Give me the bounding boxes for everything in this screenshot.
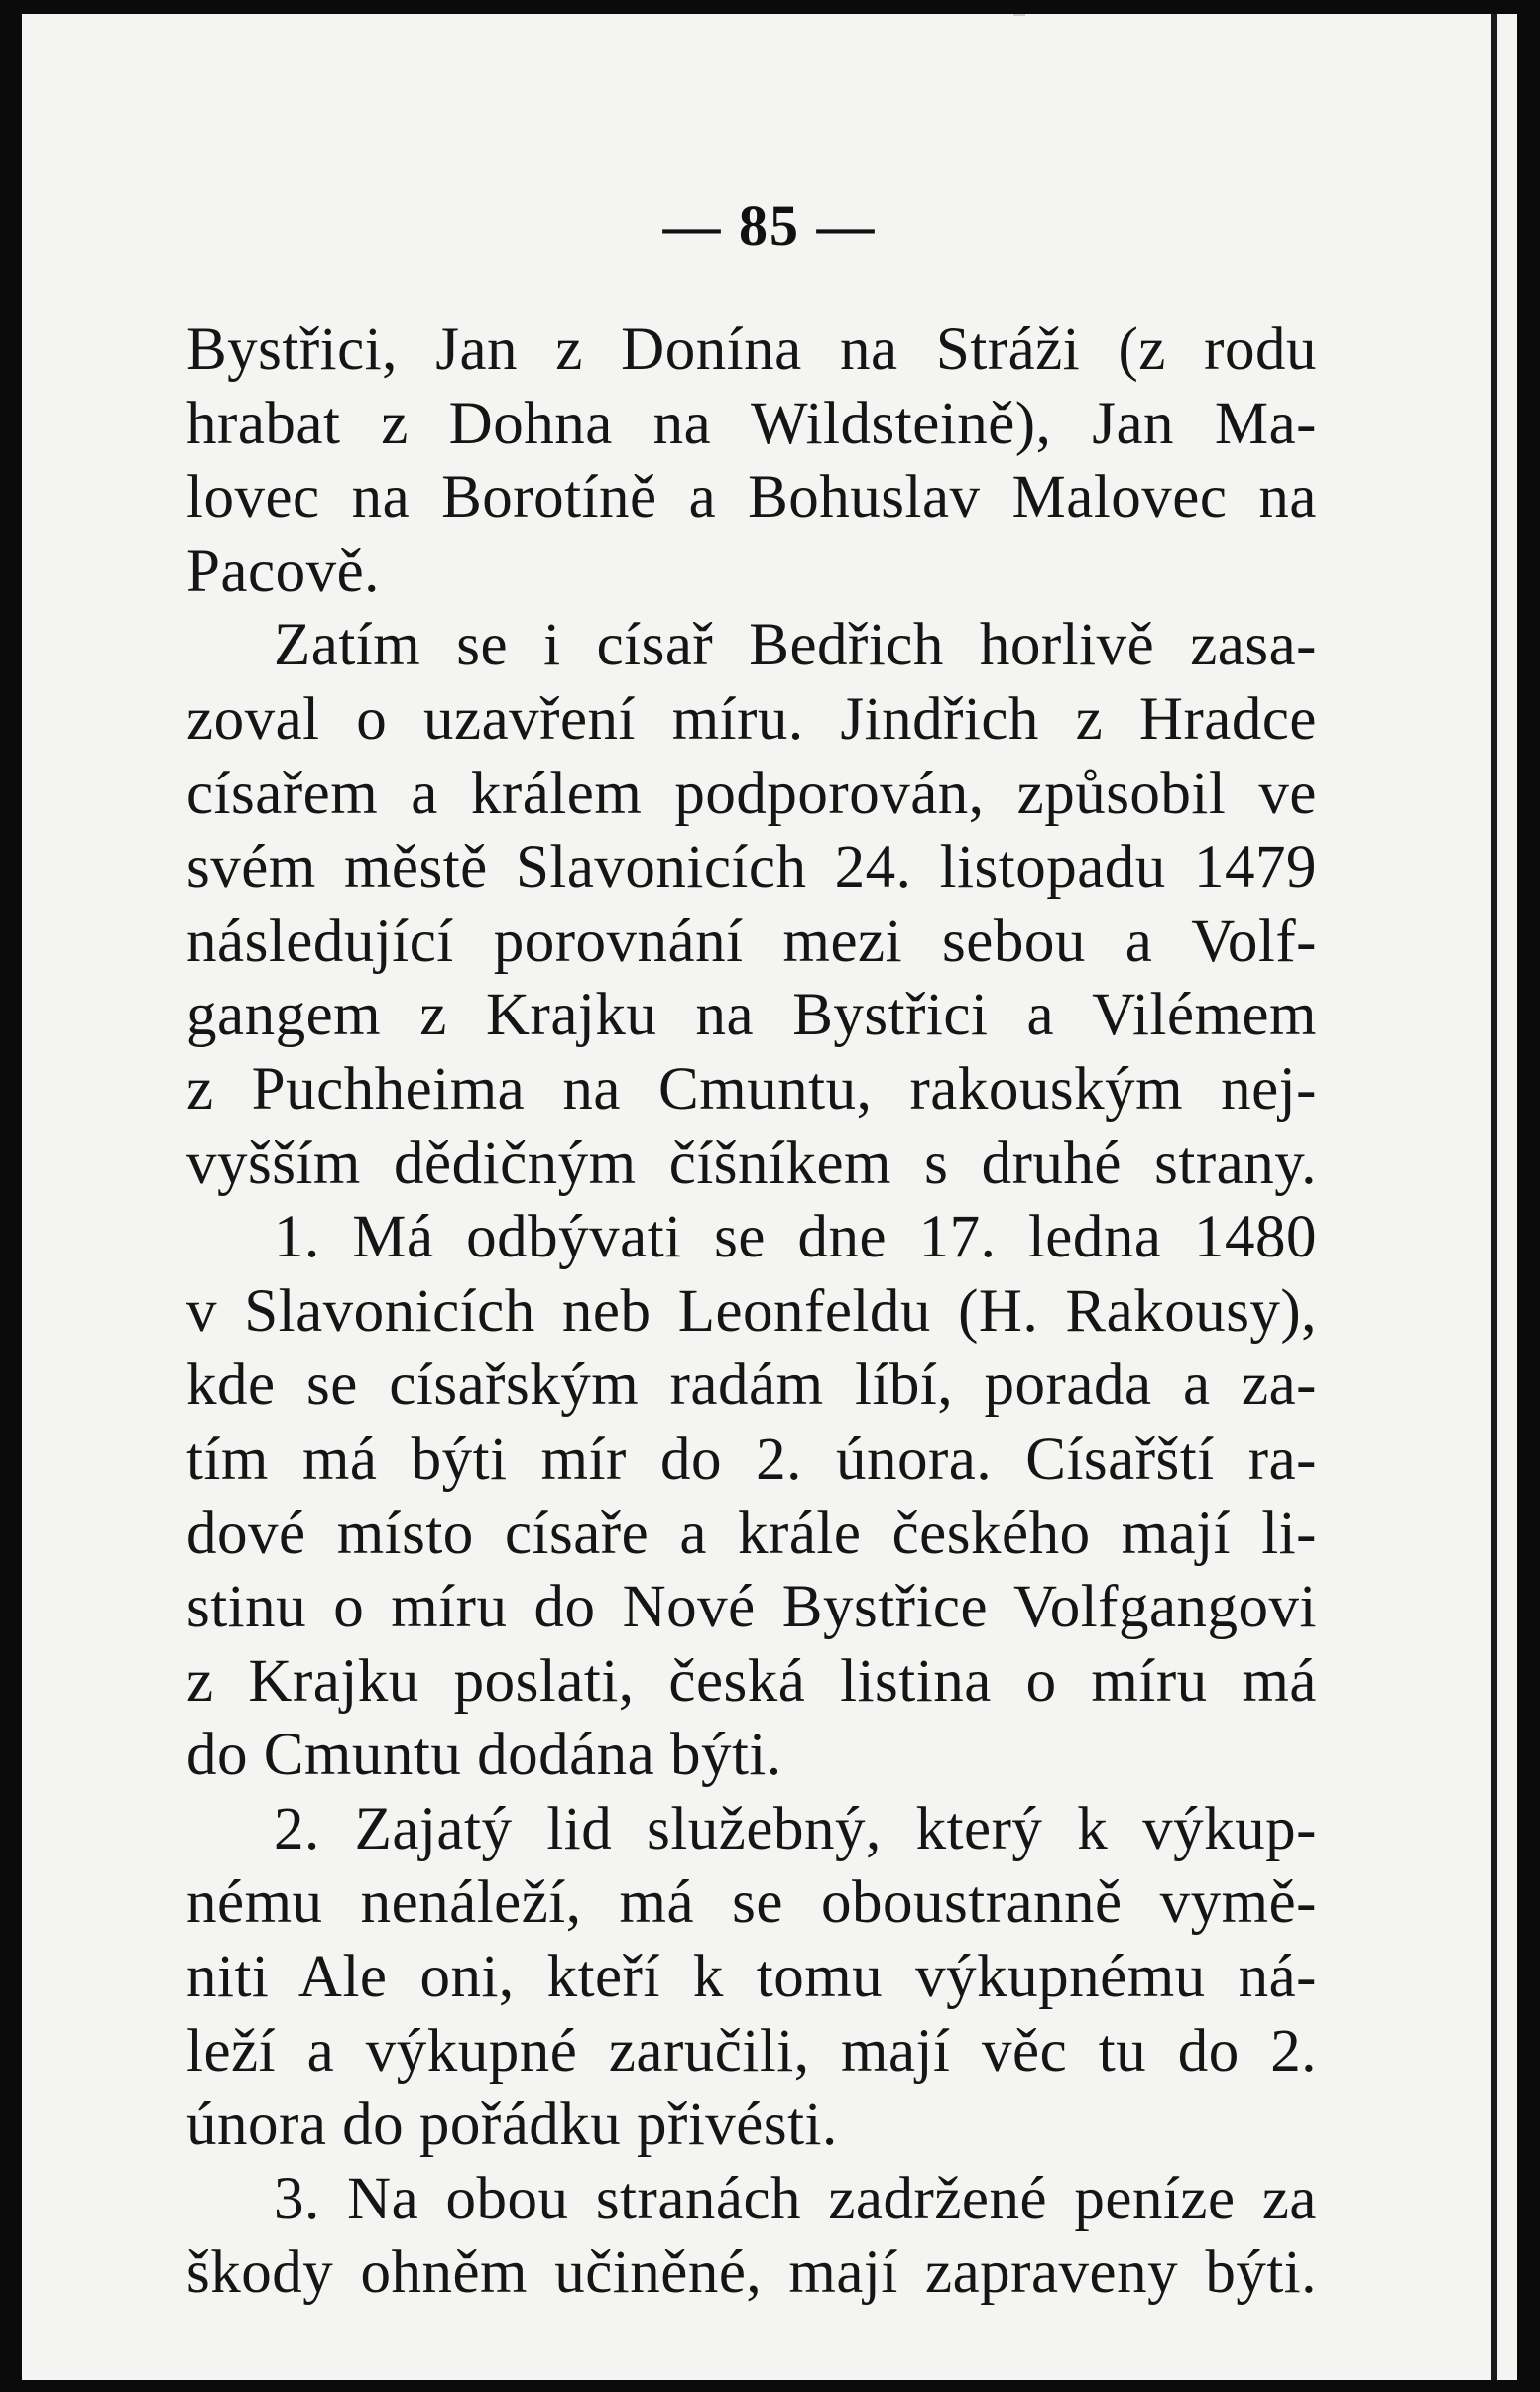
text-line: 1. Má odbývati se dne 17. ledna 1480 bbox=[274, 1204, 1317, 1271]
text-line: vyšším dědičným číšníkem s druhé strany. bbox=[186, 1130, 1317, 1197]
text-line: do Cmuntu dodána býti. bbox=[186, 1722, 782, 1789]
text-line: škody ohněm učiněné, mají zapraveny býti. bbox=[186, 2239, 1317, 2307]
text-line: hrabat z Dohna na Wildsteině), Jan Ma- bbox=[186, 390, 1317, 457]
body-text bbox=[186, 313, 1317, 2311]
text-line: Pacově. bbox=[186, 538, 380, 605]
text-line: z Krajku poslati, česká listina o míru má bbox=[186, 1647, 1317, 1715]
text-line: stinu o míru do Nové Bystřice Volfgangovi bbox=[186, 1574, 1317, 1641]
page-number: — 85 — bbox=[662, 193, 877, 258]
text-line: leží a výkupné zaručili, mají věc tu do 2. bbox=[186, 2017, 1317, 2085]
text-line: gangem z Krajku na Bystřici a Vilémem bbox=[186, 982, 1317, 1049]
text-line: tím má býti mír do 2. února. Císařští ra- bbox=[186, 1425, 1317, 1493]
text-line: následující porovnání mezi sebou a Volf- bbox=[186, 907, 1317, 975]
text-line: zoval o uzavření míru. Jindřich z Hradce bbox=[186, 685, 1317, 753]
text-line: svém městě Slavonicích 24. listopadu 1479 bbox=[186, 834, 1317, 901]
text-line: císařem a králem podporován, způsobil ve bbox=[186, 760, 1317, 827]
text-line: nému nenáleží, má se oboustranně vymě- bbox=[186, 1869, 1317, 1937]
text-line: Zatím se i císař Bedřich horlivě zasa- bbox=[274, 612, 1317, 679]
text-line: lovec na Borotíně a Bohuslav Malovec na bbox=[186, 464, 1317, 532]
text-line: 2. Zajatý lid služebný, který k výkup- bbox=[274, 1795, 1317, 1862]
text-line: v Slavonicích neb Leonfeldu (H. Rakousy), bbox=[186, 1277, 1317, 1345]
text-line: 3. Na obou stranách zadržené peníze za bbox=[274, 2165, 1317, 2232]
book-page bbox=[22, 14, 1517, 2380]
text-line: Bystřici, Jan z Donína na Stráži (z rodu bbox=[186, 316, 1317, 383]
scan-mark bbox=[1491, 14, 1497, 2380]
text-line: kde se císařským radám líbí, porada a za- bbox=[186, 1352, 1317, 1419]
text-line: niti Ale oni, kteří k tomu výkupnému ná- bbox=[186, 1944, 1317, 2011]
text-line: února do pořádku přivésti. bbox=[186, 2092, 838, 2159]
scan-mark bbox=[1013, 14, 1025, 16]
text-line: dové místo císaře a krále českého mají li- bbox=[186, 1499, 1317, 1567]
text-line: z Puchheima na Cmuntu, rakouským nej- bbox=[186, 1055, 1317, 1123]
